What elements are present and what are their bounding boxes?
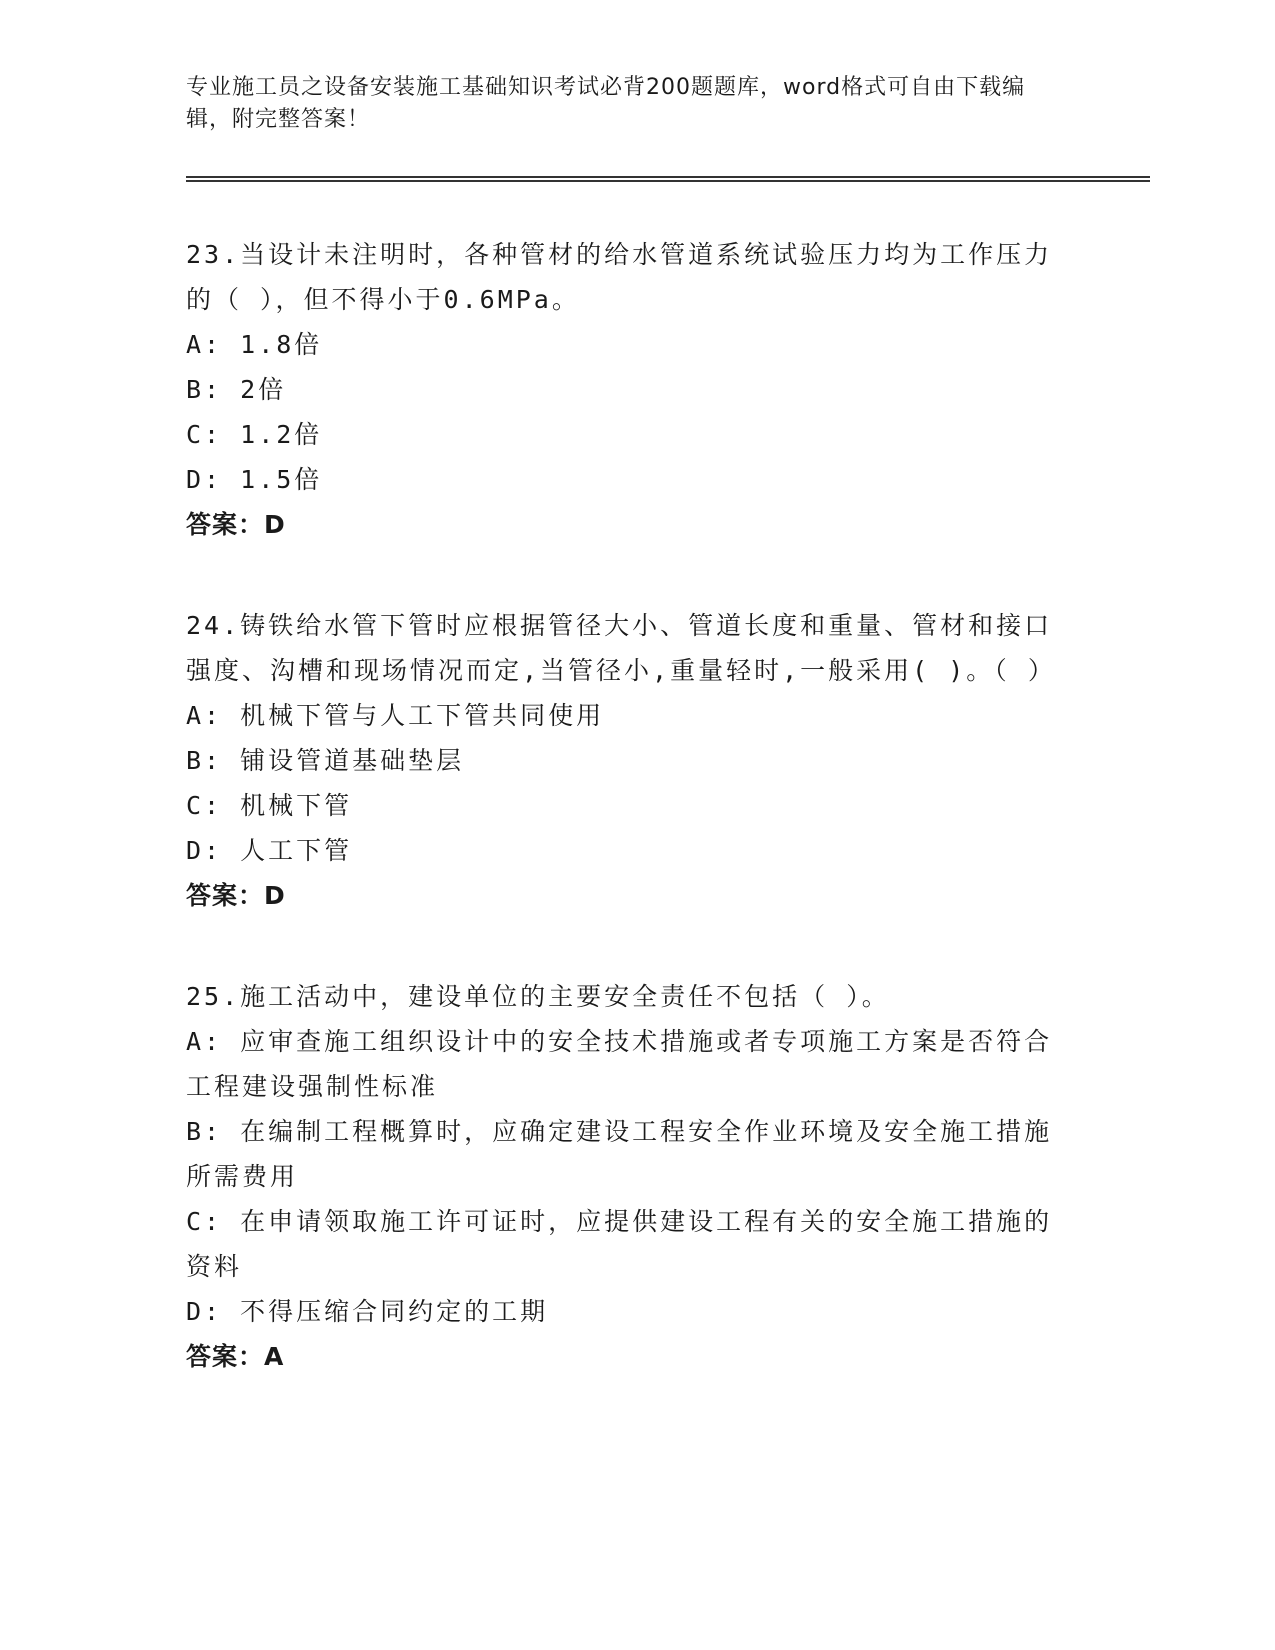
- question-23: [186, 232, 1066, 547]
- option-b: B: 在编制工程概算时，应确定建设工程安全作业环境及安全施工措施所需费用: [186, 1117, 1053, 1191]
- answer-line: 答案：D: [186, 510, 286, 539]
- option-a: A: 1.8倍: [186, 330, 323, 359]
- option-b: B: 铺设管道基础垫层: [186, 746, 465, 775]
- header-divider: [186, 176, 1150, 182]
- option-d: D: 不得压缩合同约定的工期: [186, 1297, 549, 1326]
- answer-line: 答案：D: [186, 881, 286, 910]
- question-24: [186, 603, 1066, 918]
- question-stem: 25.施工活动中，建设单位的主要安全责任不包括（ ）。: [186, 982, 890, 1011]
- question-list: [186, 232, 1066, 1435]
- option-b: B: 2倍: [186, 375, 287, 404]
- option-c: C: 1.2倍: [186, 420, 323, 449]
- document-header: 专业施工员之设备安装施工基础知识考试必背200题题库，word格式可自由下载编辑，附完整答案！: [186, 75, 1026, 132]
- option-a: A: 应审查施工组织设计中的安全技术措施或者专项施工方案是否符合工程建设强制性标准: [186, 1027, 1053, 1101]
- question-25: [186, 974, 1066, 1379]
- answer-line: 答案：A: [186, 1342, 285, 1371]
- option-d: D: 人工下管: [186, 836, 353, 865]
- option-c: C: 在申请领取施工许可证时，应提供建设工程有关的安全施工措施的资料: [186, 1207, 1053, 1281]
- option-c: C: 机械下管: [186, 791, 353, 820]
- question-stem: 23.当设计未注明时，各种管材的给水管道系统试验压力均为工作压力的（ ），但不得小于0.6MPa。: [186, 240, 1053, 314]
- option-a: A: 机械下管与人工下管共同使用: [186, 701, 605, 730]
- question-stem: 24.铸铁给水管下管时应根据管径大小、管道长度和重量、管材和接口强度、沟槽和现场情况而定,当管径小,重量轻时,一般采用( )。（ ）: [186, 611, 1056, 685]
- option-d: D: 1.5倍: [186, 465, 323, 494]
